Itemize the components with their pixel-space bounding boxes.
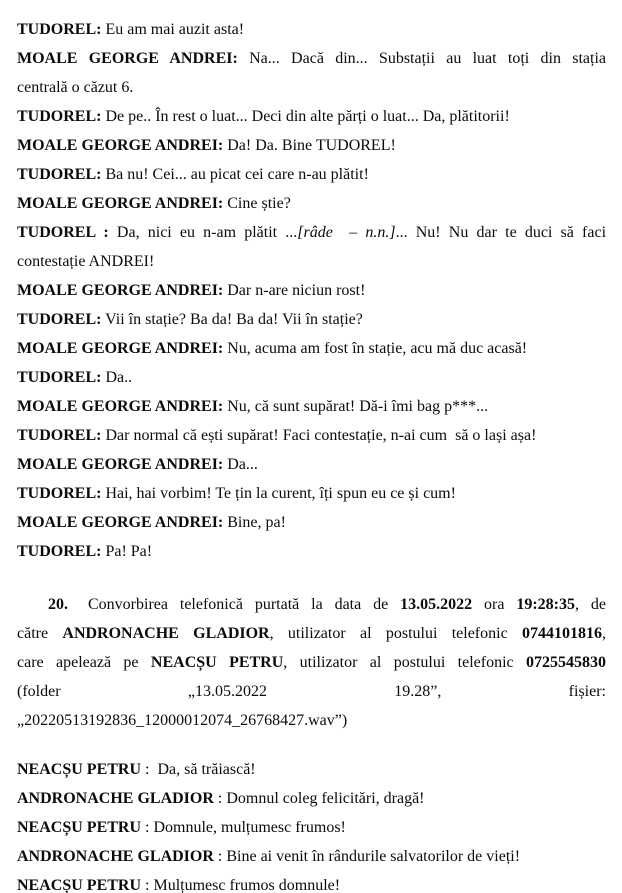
bold-text: MOALE GEORGE ANDREI: — [17, 398, 224, 415]
text-line — [17, 160, 606, 189]
text-line — [17, 450, 606, 479]
text-line — [17, 755, 606, 784]
bold-text: TUDOREL: — [17, 166, 102, 183]
text-line — [17, 421, 606, 450]
transcript-content — [17, 15, 606, 893]
bold-text: NEACȘU PETRU — [17, 877, 142, 893]
text-line — [17, 590, 606, 619]
text-line — [17, 44, 606, 73]
bold-text: MOALE GEORGE ANDREI: — [17, 50, 238, 67]
plain-text: „20220513192836_12000012074_26768427.wav”) — [17, 712, 348, 729]
bold-text: NEACȘU PETRU — [17, 761, 142, 778]
plain-text: : Mulțumesc frumos domnule! — [141, 877, 341, 893]
plain-text: către — [17, 625, 63, 642]
bold-text: TUDOREL: — [17, 485, 102, 502]
text-line — [17, 813, 606, 842]
plain-text: Ba nu! Cei... au picat cei care n-au plătit! — [101, 166, 369, 183]
bold-text: MOALE GEORGE ANDREI: — [17, 137, 224, 154]
text-line — [17, 247, 606, 276]
bold-text: MOALE GEORGE ANDREI: — [17, 340, 224, 357]
text-line — [17, 537, 606, 566]
plain-text: : Domnule, mulțumesc frumos! — [141, 819, 346, 836]
bold-text: 19:28:35 — [516, 596, 575, 613]
bold-text: ANDRONACHE GLADIOR — [17, 848, 214, 865]
bold-text: MOALE GEORGE ANDREI: — [17, 282, 224, 299]
plain-text: Dar n-are niciun rost! — [223, 282, 366, 299]
text-line — [17, 706, 606, 735]
text-line — [17, 276, 606, 305]
text-line — [17, 189, 606, 218]
plain-text: Hai, hai vorbim! Te țin la curent, îți spun eu ce și cum! — [101, 485, 456, 502]
text-line — [17, 131, 606, 160]
paragraph-20-call-metadata — [17, 590, 606, 735]
text-line — [17, 73, 606, 102]
text-line — [17, 648, 606, 677]
plain-text: Nu, că sunt supărat! Dă-i îmi bag p***... — [223, 398, 489, 415]
text-line — [17, 479, 606, 508]
bold-text: 0744101816 — [522, 625, 602, 642]
bold-text: ANDRONACHE GLADIOR — [62, 625, 270, 642]
text-line — [17, 784, 606, 813]
text-line — [17, 102, 606, 131]
bold-text: 13.05.2022 — [400, 596, 473, 613]
plain-text: contestație ANDREI! — [17, 253, 155, 270]
plain-text: Dar normal că ești supărat! Faci contestație, n-ai cum să o lași așa! — [101, 427, 537, 444]
text-line — [17, 677, 606, 706]
bold-text: MOALE GEORGE ANDREI: — [17, 456, 224, 473]
plain-text: Eu am mai auzit asta! — [101, 21, 245, 38]
text-line — [17, 508, 606, 537]
plain-text: Da.. — [101, 369, 133, 386]
bold-text: MOALE GEORGE ANDREI: — [17, 195, 224, 212]
bold-text: MOALE GEORGE ANDREI: — [17, 514, 224, 531]
plain-text: Da, nici eu n-am plătit ... — [108, 224, 298, 241]
text-line — [17, 305, 606, 334]
plain-text: Pa! Pa! — [101, 543, 153, 560]
plain-text: De pe.. În rest o luat... Deci din alte părți o luat... Da, plătitorii! — [101, 108, 510, 125]
bold-text: TUDOREL: — [17, 427, 102, 444]
plain-text: (folder „13.05.2022 19.28”, fișier: — [17, 683, 606, 700]
text-line — [17, 871, 606, 893]
plain-text: Nu, acuma am fost în stație, acu mă duc acasă! — [223, 340, 528, 357]
bold-text: NEACȘU PETRU — [150, 654, 284, 671]
plain-text: Na... Dacă din... Substații au luat toți din stația — [237, 50, 607, 67]
bold-text: TUDOREL : — [17, 224, 109, 241]
plain-text: ora — [472, 596, 517, 613]
text-line — [17, 334, 606, 363]
bold-text: TUDOREL: — [17, 369, 102, 386]
plain-text: : Da, să trăiască! — [141, 761, 256, 778]
bold-text: 20. — [48, 596, 68, 613]
text-line — [17, 619, 606, 648]
dialogue-tudorel-moale — [17, 15, 606, 566]
bold-text: NEACȘU PETRU — [17, 819, 142, 836]
text-line — [17, 15, 606, 44]
plain-text: Vii în stație? Ba da! Ba da! Vii în stație? — [101, 311, 363, 328]
dialogue-neacsu-andronache — [17, 755, 606, 893]
plain-text: , — [602, 625, 606, 642]
text-line — [17, 392, 606, 421]
italic-note: [râde – n.n.] — [297, 224, 396, 241]
plain-text: Da... — [223, 456, 258, 473]
bold-text: 0725545830 — [526, 654, 606, 671]
plain-text: , utilizator al postului telefonic — [269, 625, 522, 642]
plain-text: Convorbirea telefonică purtată la data de — [88, 596, 401, 613]
plain-text: , utilizator al postului telefonic — [283, 654, 526, 671]
text-line — [17, 363, 606, 392]
plain-text: , de — [575, 596, 606, 613]
plain-text: centrală o căzut 6. — [17, 79, 134, 96]
text-line — [17, 218, 606, 247]
plain-text: : Bine ai venit în rândurile salvatorilor de vieți! — [213, 848, 521, 865]
bold-text: ANDRONACHE GLADIOR — [17, 790, 214, 807]
plain-text: Bine, pa! — [223, 514, 286, 531]
bold-text: TUDOREL: — [17, 21, 102, 38]
bold-text: TUDOREL: — [17, 108, 102, 125]
text-line — [17, 842, 606, 871]
plain-text: Cine știe? — [223, 195, 291, 212]
plain-text: ... Nu! Nu dar te duci să faci — [395, 224, 607, 241]
plain-text: Da! Da. Bine TUDOREL! — [223, 137, 396, 154]
bold-text: TUDOREL: — [17, 311, 102, 328]
plain-text: : Domnul coleg felicitări, dragă! — [213, 790, 425, 807]
plain-text: care apelează pe — [17, 654, 151, 671]
bold-text: TUDOREL: — [17, 543, 102, 560]
